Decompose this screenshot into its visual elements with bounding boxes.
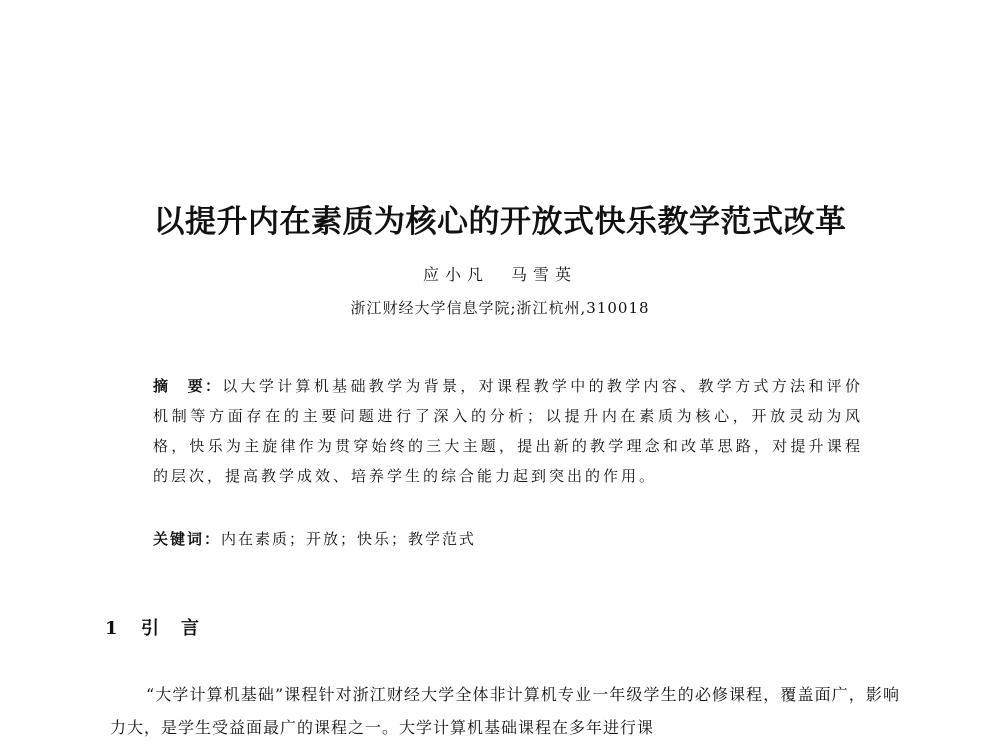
abstract-label: 摘 要： [153, 377, 223, 395]
keywords-label: 关键词： [153, 530, 222, 548]
keywords-text: 内在素质；开放；快乐；教学范式 [221, 530, 477, 548]
section-heading [105, 614, 221, 640]
section-number: 1 [105, 618, 118, 639]
abstract [153, 371, 863, 491]
section-title: 引言 [141, 618, 221, 639]
keywords [153, 524, 863, 554]
body-paragraph: “大学计算机基础”课程针对浙江财经大学全体非计算机专业一年级学生的必修课程，覆盖面广，影响力大，是学生受益面最广的课程之一。大学计算机基础课程在多年进行课 [110, 685, 900, 737]
abstract-text: 以大学计算机基础教学为背景，对课程教学中的教学内容、教学方式方法和评价机制等方面存在的主要问题进行了深入的分析；以提升内在素质为核心，开放灵动为风格，快乐为主旋律作为贯穿始终的三大主题，提出新的教学理念和改革思路，对提升课程的层次，提高教学成效、培养学生的综合能力起到突出的作用。 [153, 377, 863, 485]
paper-affiliation: 浙江财经大学信息学院;浙江杭州,310018 [350, 299, 650, 317]
paper-authors: 应小凡 马雪英 [422, 265, 577, 284]
paper-title: 以提升内在素质为核心的开放式快乐教学范式改革 [153, 204, 847, 240]
